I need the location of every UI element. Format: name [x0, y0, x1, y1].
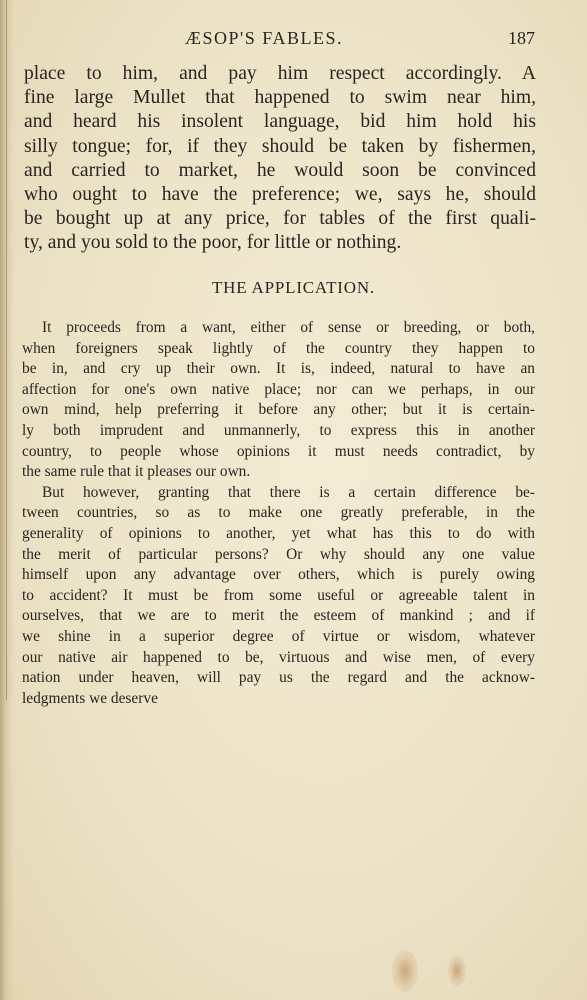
binding-edge-line [6, 0, 7, 700]
application-line: the same rule that it pleases our own. [22, 463, 251, 481]
application-line: ledgments we deserve [22, 689, 158, 707]
application-line: ourselves, that we are to merit the esteem of mankind ; and if [22, 607, 535, 625]
application-line: to accident? It must be from some useful or agreeable talent in [22, 586, 535, 604]
fable-line: who ought to have the preference; we, says he, should [24, 184, 536, 206]
application-line: But however, granting that there is a certain difference be- [42, 483, 535, 501]
fable-line: be bought up at any price, for tables of the first quali- [24, 208, 536, 230]
running-title: ÆSOP'S FABLES. [185, 28, 343, 48]
fable-line: ty, and you sold to the poor, for little or nothing. [24, 232, 402, 254]
application-text [22, 318, 535, 709]
fable-text [24, 62, 536, 256]
application-line: our native air happened to be, virtuous and wise men, of every [22, 648, 535, 666]
application-line: we shine in a superior degree of virtue or wisdom, whatever [22, 627, 535, 645]
application-line: country, to people whose opinions it must needs contradict, by [22, 442, 535, 460]
fable-line: fine large Mullet that happened to swim near him, [24, 87, 536, 109]
paper-stain [448, 956, 466, 986]
application-line: the merit of particular persons? Or why should any one value [22, 545, 535, 563]
fable-line: and heard his insolent language, bid him hold his [24, 111, 536, 133]
page-number: 187 [508, 28, 535, 48]
application-line: ly both imprudent and unmannerly, to express this in another [22, 421, 535, 439]
fable-line: and carried to market, he would soon be convinced [24, 159, 536, 181]
application-line: himself upon any advantage over others, which is purely owing [22, 566, 535, 584]
paper-stain [392, 950, 418, 992]
application-line: tween countries, so as to make one greatly preferable, in the [22, 504, 535, 522]
fable-line: place to him, and pay him respect accordingly. A [24, 63, 536, 84]
application-line: generality of opinions to another, yet what has this to do with [22, 524, 535, 542]
application-line: when foreigners speak lightly of the country they happen to [22, 339, 535, 357]
page-header [0, 24, 587, 54]
fable-line: silly tongue; for, if they should be taken by fishermen, [24, 135, 536, 157]
application-line: affection for one's own native place; nor can we perhaps, in our [22, 380, 535, 398]
binding-gutter-shadow [0, 0, 14, 1000]
application-line: nation under heaven, will pay us the regard and the acknow- [22, 669, 535, 687]
application-line: It proceeds from a want, either of sense or breeding, or both, [42, 319, 535, 336]
section-heading: THE APPLICATION. [212, 278, 375, 297]
application-line: be in, and cry up their own. It is, indeed, natural to have an [22, 360, 535, 378]
application-line: own mind, help preferring it before any other; but it is certain- [22, 401, 535, 419]
